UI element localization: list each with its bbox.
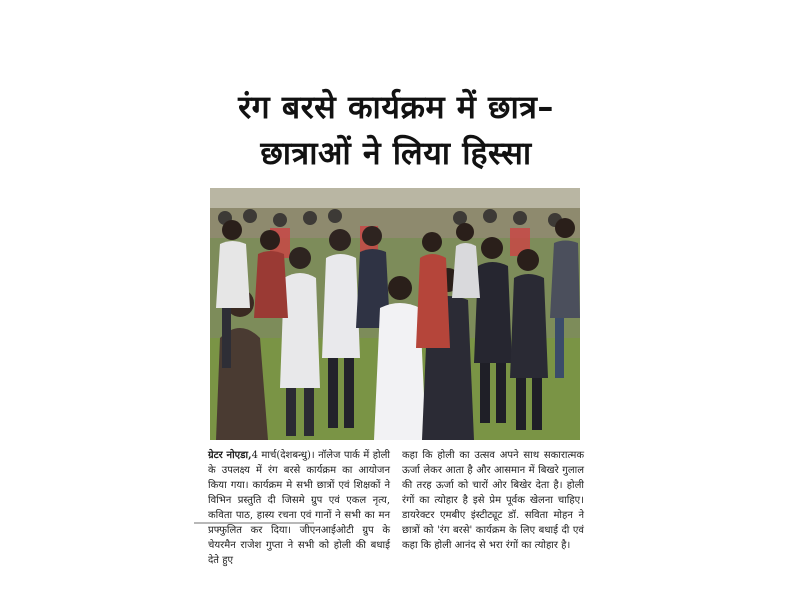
headline (200, 84, 592, 176)
photo-illustration (210, 188, 580, 440)
headline-line-2: छात्राओं ने लिया हिस्सा (260, 134, 532, 172)
article-body (208, 448, 584, 566)
column-1-text (208, 448, 390, 568)
crowd-photo (210, 188, 580, 440)
bottom-rule (194, 522, 314, 524)
article-column-1 (208, 448, 390, 566)
dateline: ग्रेटर नोएडा, (208, 450, 252, 461)
article-column-2 (402, 448, 584, 551)
headline-line-1: रंग बरसे कार्यक्रम में छात्र– (238, 88, 554, 126)
dateline-rest: 4 मार्च(देशबन्धु)। (251, 450, 315, 461)
column-1-body: नॉलेज पार्क में होली के उपलक्ष्य में रंग बरसे कार्यक्रम का आयोजन किया गया। कार्यक्रम मे सभी छात्रों एवं शिक्षकों ने विभिन प्रस्तुति दी जिसमे ग्रुप एवं एकल नृत्य, कविता पाठ, हास्य रचना एवं गानों ने सभी का मन प्रफ्फुलित कर दिया। जीएनआईओटी ग्रुप के चेयरमैन राजेश गुप्ता ने सभी को होली की बधाई देते हुए (208, 450, 390, 566)
newspaper-clipping (196, 82, 596, 566)
column-2-body: कहा कि होली का उत्सव अपने साथ सकारात्मक ऊर्जा लेकर आता है और आसमान में बिखरे गुलाल की तरह ऊर्जा को चारों ओर बिखेर देता है। होली रंगों का त्योहार है इसे प्रेम पूर्वक खेलना चाहिए। डायरेक्टर एमबीए इंस्टीट्यूट डॉ. सविता मोहन ने छात्रों को 'रंग बरसे' कार्यक्रम के लिए बधाई दी एवं कहा कि होली आनंद से भरा रंगों का त्योहार है। (402, 450, 584, 551)
